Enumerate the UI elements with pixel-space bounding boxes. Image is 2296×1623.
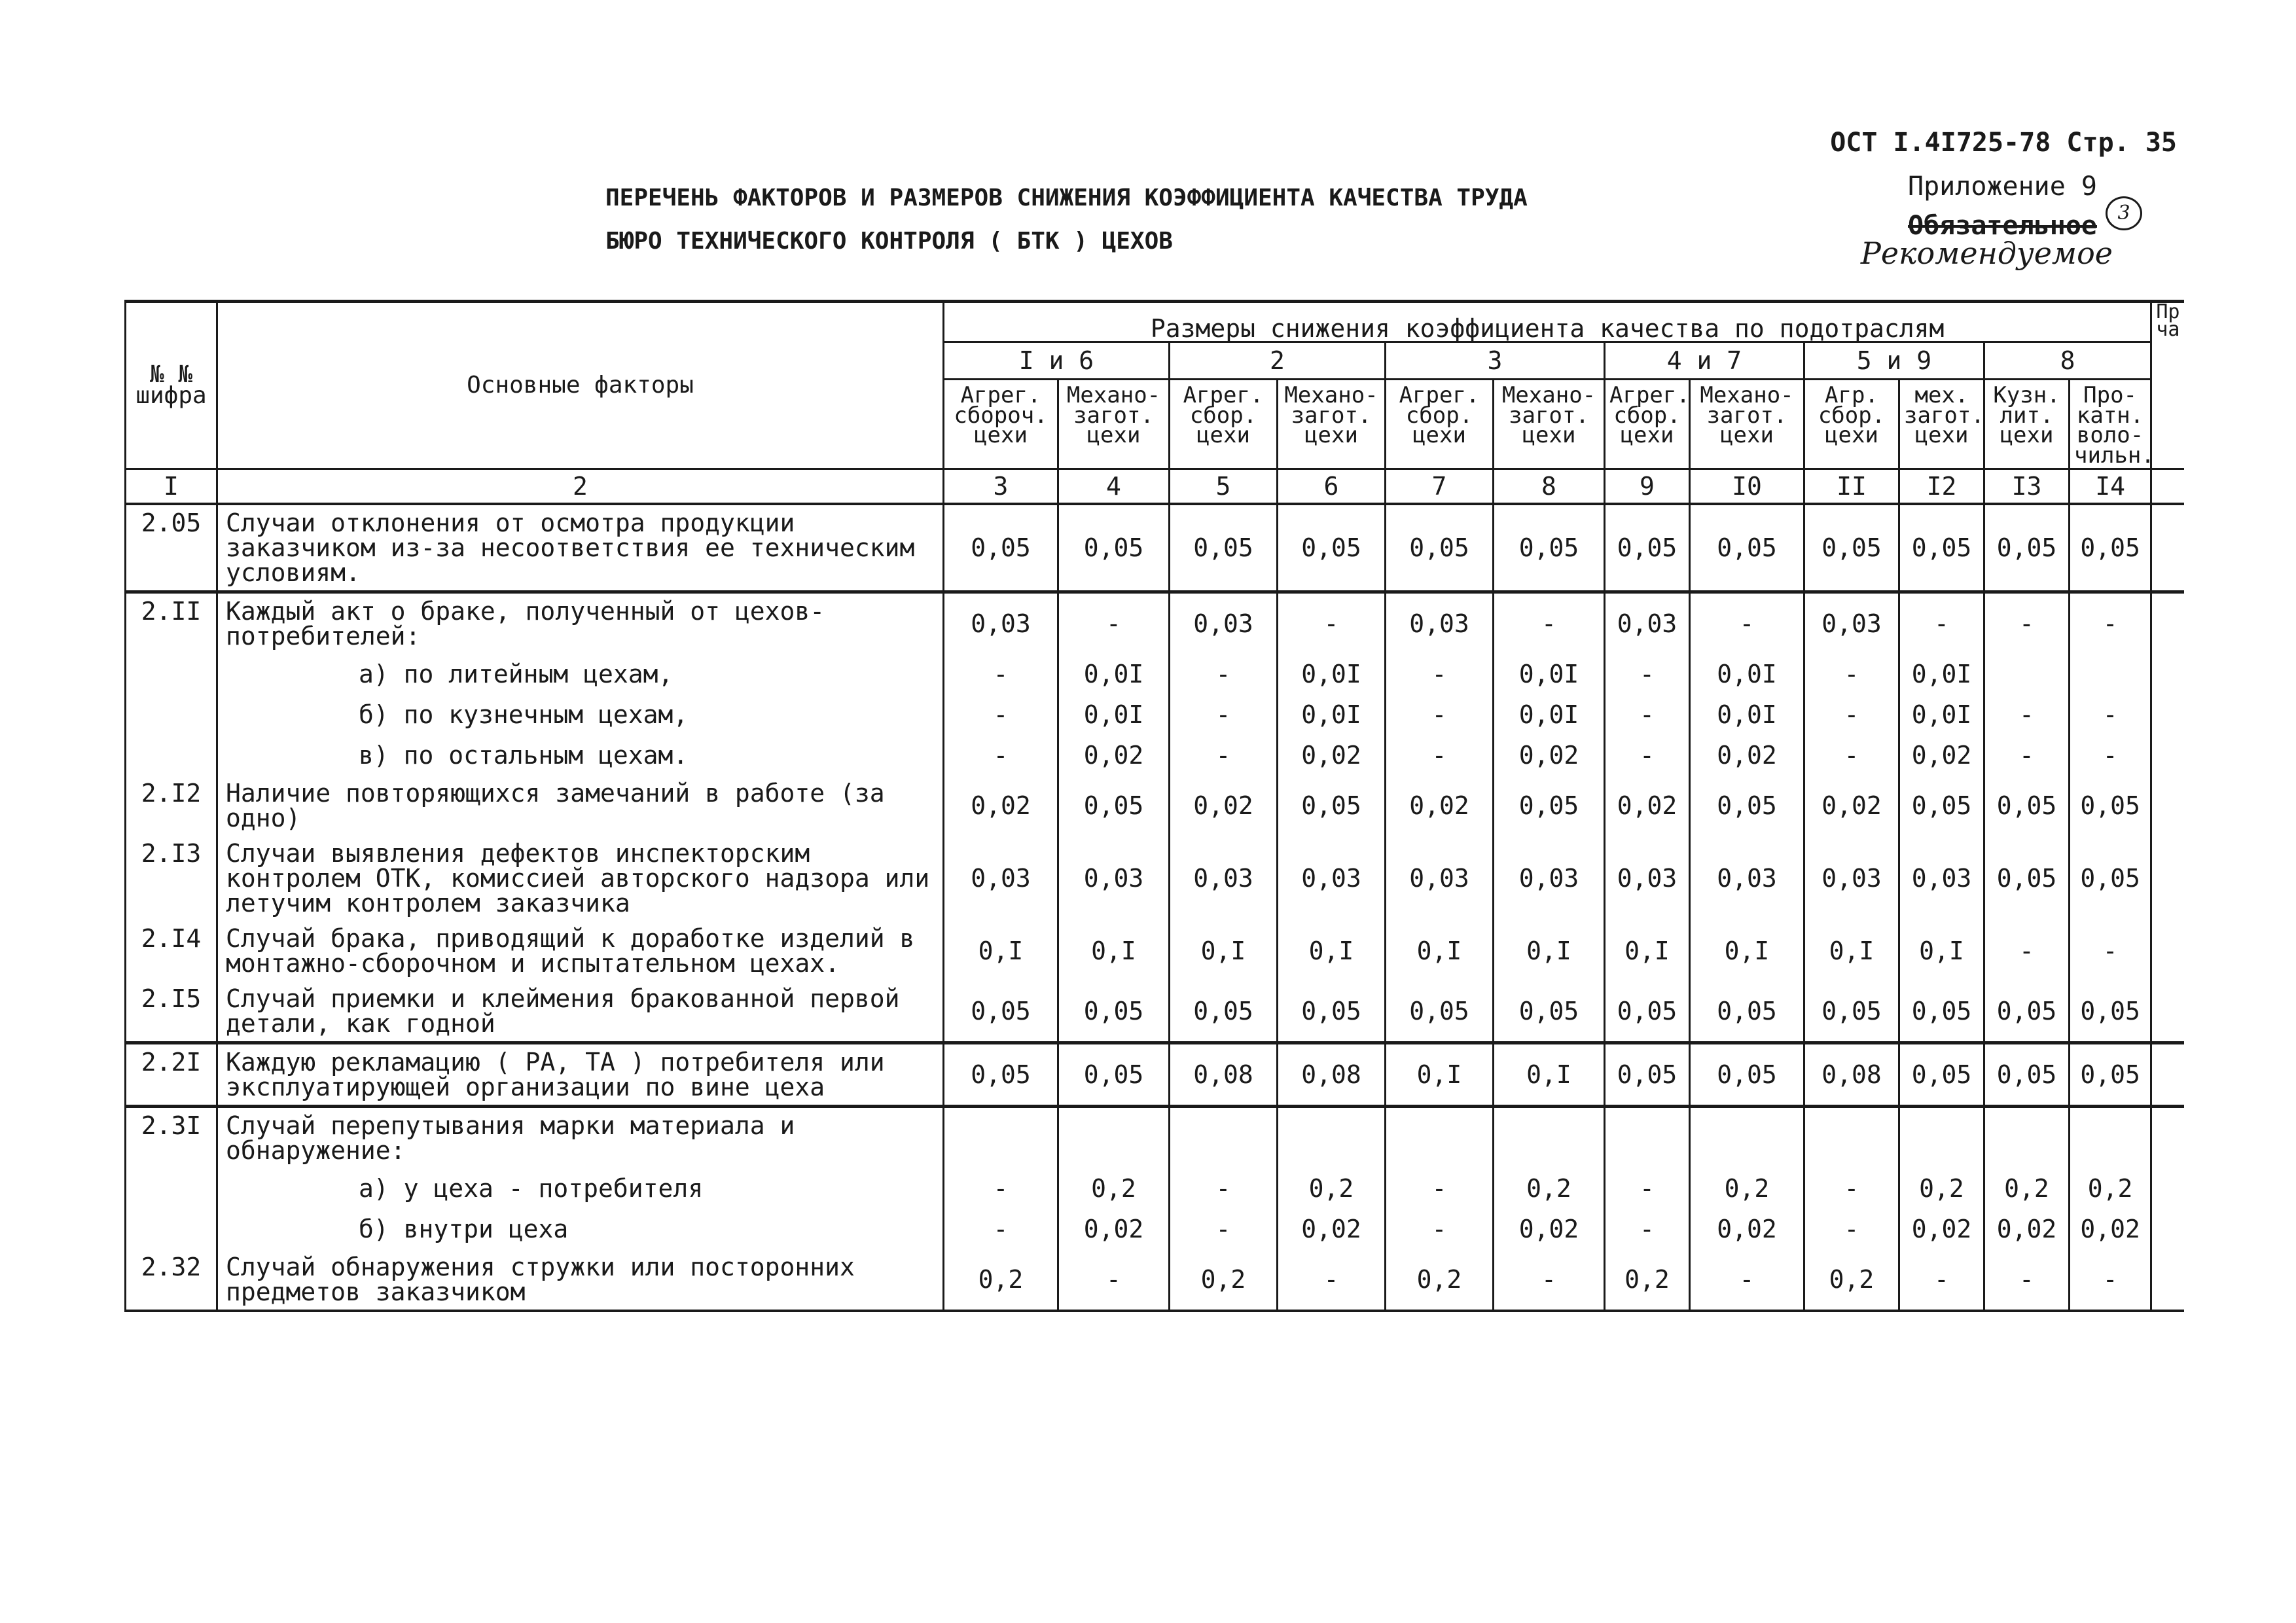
column-number: 2	[217, 469, 944, 505]
row-value: 0,05	[1984, 1043, 2070, 1107]
table-row	[126, 836, 2184, 921]
subbranch-header: 4 и 7	[1605, 342, 1804, 380]
header-note: Пр ча	[2151, 302, 2184, 469]
row-code: 2.2I	[126, 1043, 217, 1107]
row-value: 0,03	[1278, 836, 1386, 921]
note-column-cell	[2151, 981, 2184, 1043]
table-row	[126, 776, 2184, 836]
row-value: 0,I	[1899, 921, 1984, 981]
row-value: 0,05	[1899, 981, 1984, 1043]
row-factor: Наличие повторяющихся замечаний в работе (за одно)	[217, 776, 944, 836]
row-value: 0,2	[1804, 1249, 1899, 1311]
table-row	[126, 1107, 2184, 1169]
row-value: 0,05	[1690, 981, 1804, 1043]
row-value: 0,2	[1494, 1168, 1605, 1209]
row-value: -	[2070, 921, 2151, 981]
column-number: 8	[1494, 469, 1605, 505]
row-value: 0,03	[944, 836, 1058, 921]
row-value: 0,03	[1804, 592, 1899, 654]
row-value: 0,03	[1494, 836, 1605, 921]
column-number: I4	[2070, 469, 2151, 505]
table-row	[126, 1168, 2184, 1209]
row-value: -	[1605, 735, 1690, 776]
row-value: -	[1278, 1249, 1386, 1311]
subheader-cell: Механо- загот. цехи	[1494, 380, 1605, 469]
row-factor: Случай обнаружения стружки или посторонних предметов заказчиком	[217, 1249, 944, 1311]
note-column-cell	[2151, 921, 2184, 981]
row-value: -	[1804, 654, 1899, 694]
row-value: 0,02	[1494, 735, 1605, 776]
note-column-cell	[2151, 654, 2184, 694]
row-value: -	[1170, 1209, 1278, 1249]
row-value: -	[1386, 1168, 1494, 1209]
row-code	[126, 1209, 217, 1249]
column-number: I3	[1984, 469, 2070, 505]
row-value: 0,0I	[1690, 654, 1804, 694]
subheader-cell: Агрег. сбор. цехи	[1386, 380, 1494, 469]
row-value: 0,05	[1386, 504, 1494, 592]
row-value	[2070, 654, 2151, 694]
row-value: 0,05	[1605, 981, 1690, 1043]
row-value: 0,08	[1804, 1043, 1899, 1107]
row-value: 0,05	[1899, 504, 1984, 592]
row-value: -	[1386, 694, 1494, 735]
row-value: 0,02	[1058, 735, 1170, 776]
row-value: 0,05	[944, 504, 1058, 592]
row-code	[126, 1168, 217, 1209]
row-value: 0,02	[1899, 1209, 1984, 1249]
row-value	[1278, 1107, 1386, 1169]
row-value: 0,05	[1984, 981, 2070, 1043]
row-value: -	[1984, 694, 2070, 735]
row-value: 0,05	[1058, 981, 1170, 1043]
row-value: -	[944, 735, 1058, 776]
row-value: 0,05	[1690, 1043, 1804, 1107]
row-value: 0,08	[1278, 1043, 1386, 1107]
row-value: 0,05	[1386, 981, 1494, 1043]
note-column-cell	[2151, 592, 2184, 654]
column-number: I	[126, 469, 217, 505]
row-value: 0,05	[2070, 776, 2151, 836]
row-value: -	[1804, 1209, 1899, 1249]
row-value: 0,02	[2070, 1209, 2151, 1249]
row-value: 0,02	[1804, 776, 1899, 836]
row-value: -	[1690, 1249, 1804, 1311]
row-value: 0,05	[1605, 1043, 1690, 1107]
row-value: 0,02	[1899, 735, 1984, 776]
row-value: 0,2	[1278, 1168, 1386, 1209]
row-value: 0,05	[1170, 981, 1278, 1043]
subbranch-header: I и 6	[944, 342, 1170, 380]
row-value: 0,05	[1984, 504, 2070, 592]
row-value: 0,05	[2070, 836, 2151, 921]
note-column-cell	[2151, 1209, 2184, 1249]
row-value: 0,05	[2070, 504, 2151, 592]
status-struck: Обязательное	[1908, 211, 2097, 241]
row-value: 0,05	[1170, 504, 1278, 592]
row-value: -	[2070, 1249, 2151, 1311]
row-value	[2070, 1107, 2151, 1169]
subbranch-header: 3	[1386, 342, 1605, 380]
row-value: 0,02	[1690, 735, 1804, 776]
header-code: № № шифра	[126, 302, 217, 469]
row-value: 0,03	[1386, 836, 1494, 921]
note-column-cell	[2151, 504, 2184, 592]
row-value: 0,05	[1804, 504, 1899, 592]
row-factor: а) у цеха - потребителя	[217, 1168, 944, 1209]
row-value: -	[2070, 735, 2151, 776]
row-value: -	[944, 654, 1058, 694]
row-value: 0,05	[1605, 504, 1690, 592]
row-value: 0,05	[1899, 1043, 1984, 1107]
row-value	[1690, 1107, 1804, 1169]
subheader-cell: Механо- загот. цехи	[1058, 380, 1170, 469]
row-code: 2.II	[126, 592, 217, 654]
table-row	[126, 592, 2184, 654]
subheader-cell: Агрег. сбор. цехи	[1605, 380, 1690, 469]
row-value: -	[1494, 1249, 1605, 1311]
row-code	[126, 735, 217, 776]
row-value: 0,05	[2070, 981, 2151, 1043]
row-value: 0,2	[1386, 1249, 1494, 1311]
row-value: 0,I	[1494, 921, 1605, 981]
row-factor: Случаи отклонения от осмотра продукции заказчиком из-за несоответствия ее техническим условиям.	[217, 504, 944, 592]
row-value: -	[2070, 694, 2151, 735]
row-value: -	[1605, 654, 1690, 694]
table-row	[126, 1249, 2184, 1311]
row-value: 0,0I	[1494, 654, 1605, 694]
row-code	[126, 694, 217, 735]
row-value: 0,02	[1494, 1209, 1605, 1249]
document-code: ОСТ I.4I725-78 Стр. 35	[1830, 128, 2177, 158]
header-row-group	[126, 302, 2184, 342]
row-factor: Каждый акт о браке, полученный от цехов-потребителей:	[217, 592, 944, 654]
row-value: -	[1494, 592, 1605, 654]
appendix-label: Приложение 9	[1908, 171, 2097, 202]
note-column-cell	[2151, 735, 2184, 776]
row-value: 0,03	[1386, 592, 1494, 654]
row-value: 0,0I	[1058, 654, 1170, 694]
header-group: Размеры снижения коэффициента качества по подотраслям	[944, 302, 2151, 342]
row-value: 0,0I	[1058, 694, 1170, 735]
row-value: 0,I	[1494, 1043, 1605, 1107]
row-value: -	[1804, 735, 1899, 776]
row-value: 0,I	[1605, 921, 1690, 981]
row-value	[1170, 1107, 1278, 1169]
table-row	[126, 735, 2184, 776]
row-value: -	[1058, 1249, 1170, 1311]
subheader-cell: Агрег. сбор. цехи	[1170, 380, 1278, 469]
circled-revision-mark: 3	[2106, 196, 2142, 230]
row-factor: в) по остальным цехам.	[217, 735, 944, 776]
row-value	[1058, 1107, 1170, 1169]
row-code: 2.I2	[126, 776, 217, 836]
row-value: 0,05	[1278, 981, 1386, 1043]
column-number: 4	[1058, 469, 1170, 505]
row-value: -	[1386, 735, 1494, 776]
row-value: -	[1170, 1168, 1278, 1209]
row-code	[126, 654, 217, 694]
row-value: 0,05	[1804, 981, 1899, 1043]
column-number: 7	[1386, 469, 1494, 505]
note-column-cell	[2151, 776, 2184, 836]
row-value: -	[944, 1209, 1058, 1249]
row-value: 0,02	[1386, 776, 1494, 836]
column-number: 3	[944, 469, 1058, 505]
subheader-cell: Агрег. сбороч. цехи	[944, 380, 1058, 469]
row-value: 0,05	[1984, 776, 2070, 836]
note-column-cell	[2151, 836, 2184, 921]
row-value: 0,0I	[1278, 694, 1386, 735]
row-value: -	[944, 1168, 1058, 1209]
row-value: -	[1984, 1249, 2070, 1311]
row-factor: Случай приемки и клеймения бракованной первой детали, как годной	[217, 981, 944, 1043]
row-value: 0,I	[1386, 921, 1494, 981]
note-column-cell	[2151, 1168, 2184, 1209]
subbranch-header: 8	[1984, 342, 2151, 380]
table-row	[126, 654, 2184, 694]
row-value: 0,0I	[1690, 694, 1804, 735]
row-value: 0,05	[1278, 776, 1386, 836]
row-value: 0,05	[1494, 776, 1605, 836]
row-value: 0,2	[1984, 1168, 2070, 1209]
table-row	[126, 921, 2184, 981]
subheader-cell: Механо- загот. цехи	[1278, 380, 1386, 469]
document-title-line1: ПЕРЕЧЕНЬ ФАКТОРОВ И РАЗМЕРОВ СНИЖЕНИЯ КОЭФФИЦИЕНТА КАЧЕСТВА ТРУДА	[605, 185, 1528, 211]
row-value: 0,05	[1058, 1043, 1170, 1107]
subbranch-header: 5 и 9	[1804, 342, 1984, 380]
table-row	[126, 504, 2184, 592]
row-value: 0,I	[944, 921, 1058, 981]
row-value: 0,05	[1690, 504, 1804, 592]
row-value: 0,05	[1494, 504, 1605, 592]
row-value: -	[1804, 1168, 1899, 1209]
row-value: 0,05	[1494, 981, 1605, 1043]
row-value: -	[1899, 592, 1984, 654]
column-number: 5	[1170, 469, 1278, 505]
row-factor: Случай брака, приводящий к доработке изделий в монтажно-сборочном и испытательном цехах.	[217, 921, 944, 981]
row-value	[944, 1107, 1058, 1169]
row-value: 0,I	[1386, 1043, 1494, 1107]
row-value: 0,I	[1058, 921, 1170, 981]
row-factor: Каждую рекламацию ( РА, ТА ) потребителя или эксплуатирующей организации по вине цеха	[217, 1043, 944, 1107]
header-factors: Основные факторы	[217, 302, 944, 469]
row-code: 2.3I	[126, 1107, 217, 1169]
row-code: 2.I4	[126, 921, 217, 981]
note-column-cell	[2151, 1249, 2184, 1311]
row-code: 2.I5	[126, 981, 217, 1043]
row-value: 0,I	[1804, 921, 1899, 981]
row-value: 0,03	[944, 592, 1058, 654]
row-value: 0,02	[1058, 1209, 1170, 1249]
row-value	[1804, 1107, 1899, 1169]
subheader-cell: Про- катн. воло- чильн.	[2070, 380, 2151, 469]
row-value: -	[1984, 735, 2070, 776]
row-value: 0,03	[1058, 836, 1170, 921]
row-value: 0,05	[1058, 776, 1170, 836]
subheader-cell: мех. загот. цехи	[1899, 380, 1984, 469]
row-value: -	[1278, 592, 1386, 654]
row-value: -	[1170, 694, 1278, 735]
row-value: 0,02	[1278, 1209, 1386, 1249]
row-value: -	[1605, 694, 1690, 735]
row-value: 0,03	[1899, 836, 1984, 921]
row-value: 0,02	[944, 776, 1058, 836]
row-value: -	[1386, 654, 1494, 694]
row-value: -	[1058, 592, 1170, 654]
row-value: 0,I	[1278, 921, 1386, 981]
row-value	[1494, 1107, 1605, 1169]
table-row	[126, 1209, 2184, 1249]
row-value: -	[1899, 1249, 1984, 1311]
column-number: 6	[1278, 469, 1386, 505]
row-value: 0,02	[1278, 735, 1386, 776]
column-number: I0	[1690, 469, 1804, 505]
row-value: 0,2	[944, 1249, 1058, 1311]
row-code: 2.05	[126, 504, 217, 592]
row-factor: Случаи выявления дефектов инспекторским контролем ОТК, комиссией авторского надзора или летучим контролем заказчика	[217, 836, 944, 921]
row-value: 0,08	[1170, 1043, 1278, 1107]
row-value: 0,02	[1690, 1209, 1804, 1249]
note-column-cell	[2151, 469, 2184, 505]
row-value: 0,0I	[1899, 654, 1984, 694]
row-code: 2.I3	[126, 836, 217, 921]
column-number-row	[126, 469, 2184, 505]
column-number: I2	[1899, 469, 1984, 505]
note-column-cell	[2151, 1107, 2184, 1169]
column-number: II	[1804, 469, 1899, 505]
row-value: 0,03	[1605, 592, 1690, 654]
row-value: 0,03	[1170, 592, 1278, 654]
row-factor: Случай перепутывания марки материала и обнаружение:	[217, 1107, 944, 1169]
row-value: 0,I	[1170, 921, 1278, 981]
note-column-cell	[2151, 1043, 2184, 1107]
row-value	[1984, 654, 2070, 694]
row-value: 0,05	[1984, 836, 2070, 921]
subheader-cell: Механо- загот. цехи	[1690, 380, 1804, 469]
row-value: -	[1170, 654, 1278, 694]
row-value: 0,2	[2070, 1168, 2151, 1209]
row-value: -	[1605, 1168, 1690, 1209]
row-value: 0,I	[1690, 921, 1804, 981]
row-value: 0,0I	[1278, 654, 1386, 694]
row-value: 0,05	[944, 1043, 1058, 1107]
row-value: -	[2070, 592, 2151, 654]
row-value: 0,03	[1605, 836, 1690, 921]
row-value: 0,0I	[1494, 694, 1605, 735]
row-value: 0,2	[1605, 1249, 1690, 1311]
row-value: -	[1984, 592, 2070, 654]
row-value: -	[1386, 1209, 1494, 1249]
row-value: 0,05	[1899, 776, 1984, 836]
row-value: -	[1984, 921, 2070, 981]
row-code: 2.32	[126, 1249, 217, 1311]
row-value: 0,03	[1804, 836, 1899, 921]
table-row	[126, 694, 2184, 735]
factors-table	[124, 300, 2184, 1312]
row-value: 0,02	[1170, 776, 1278, 836]
row-value: 0,0I	[1899, 694, 1984, 735]
row-value: 0,2	[1058, 1168, 1170, 1209]
subheader-cell: Агр. сбор. цехи	[1804, 380, 1899, 469]
row-value: -	[1605, 1209, 1690, 1249]
note-column-cell	[2151, 694, 2184, 735]
row-factor: б) внутри цеха	[217, 1209, 944, 1249]
row-value: 0,03	[1690, 836, 1804, 921]
document-title-line2: БЮРО ТЕХНИЧЕСКОГО КОНТРОЛЯ ( БТК ) ЦЕХОВ	[605, 228, 1173, 255]
table-row	[126, 981, 2184, 1043]
row-value	[1899, 1107, 1984, 1169]
row-value: 0,2	[1170, 1249, 1278, 1311]
row-factor: б) по кузнечным цехам,	[217, 694, 944, 735]
row-value	[1605, 1107, 1690, 1169]
row-value: 0,05	[944, 981, 1058, 1043]
row-value: -	[1690, 592, 1804, 654]
row-value: 0,05	[1690, 776, 1804, 836]
subbranch-header: 2	[1170, 342, 1386, 380]
row-value: 0,03	[1170, 836, 1278, 921]
row-value: 0,02	[1984, 1209, 2070, 1249]
row-value: -	[1804, 694, 1899, 735]
row-value: 0,05	[1278, 504, 1386, 592]
row-value: -	[1170, 735, 1278, 776]
row-value: 0,05	[1058, 504, 1170, 592]
row-value: 0,05	[2070, 1043, 2151, 1107]
row-value: 0,02	[1605, 776, 1690, 836]
status-handwritten: Рекомендуемое	[1860, 236, 2113, 271]
column-number: 9	[1605, 469, 1690, 505]
subheader-cell: Кузн. лит. цехи	[1984, 380, 2070, 469]
row-value: 0,2	[1899, 1168, 1984, 1209]
row-value	[1984, 1107, 2070, 1169]
table-row	[126, 1043, 2184, 1107]
row-value	[1386, 1107, 1494, 1169]
row-value: 0,2	[1690, 1168, 1804, 1209]
row-value: -	[944, 694, 1058, 735]
row-factor: а) по литейным цехам,	[217, 654, 944, 694]
